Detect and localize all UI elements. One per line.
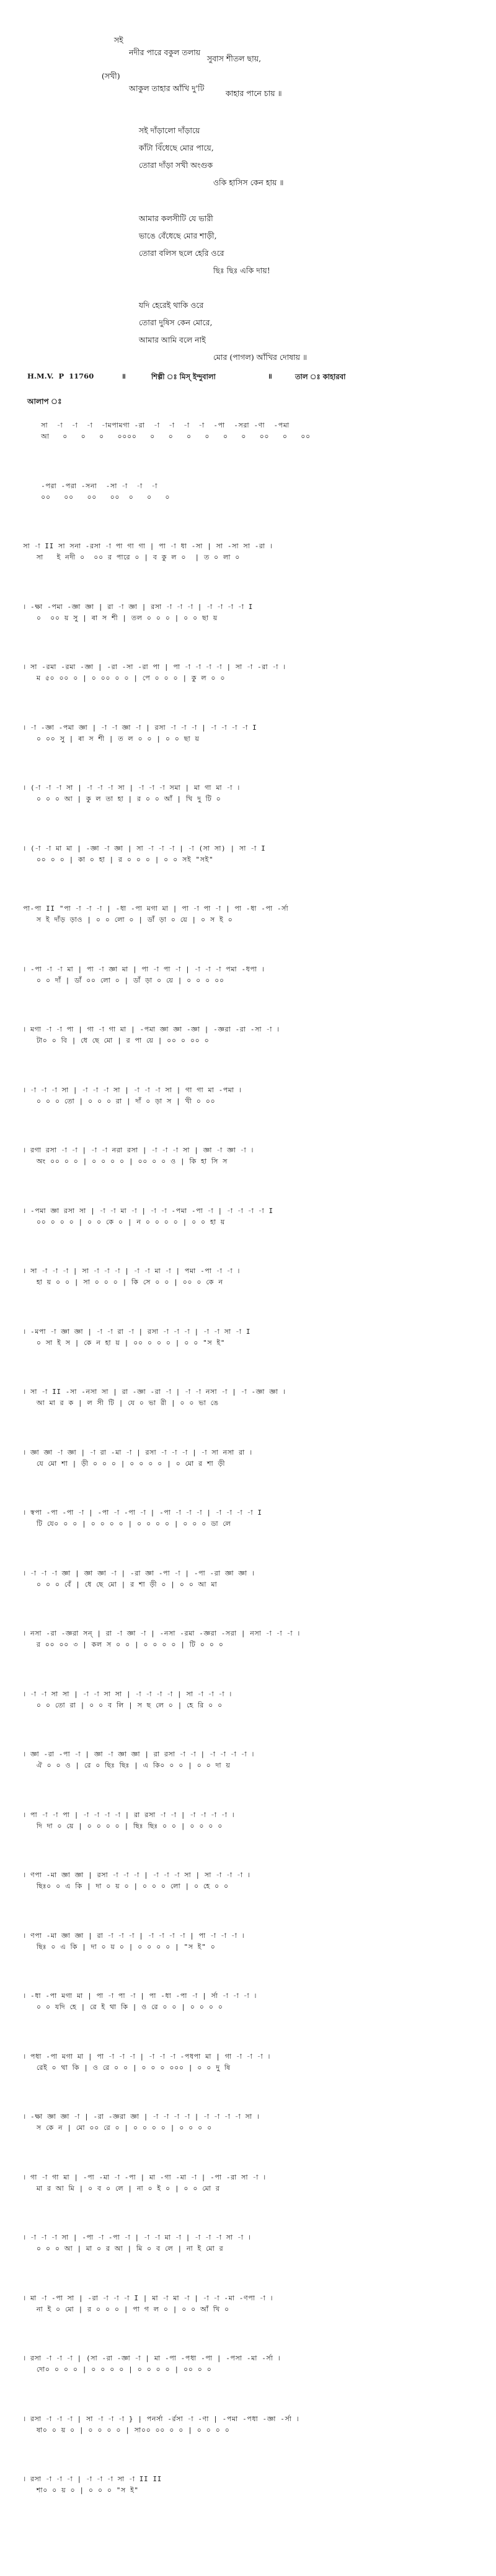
syllable-row: ছিঃ ০ এ কি | দা ০ য় ০ | ০ ০ ০ ০ | "স ই" ০ [19, 1942, 216, 1951]
syllable-row: ০০ ০০ ০০ ০০ ০ ০ ০ [19, 493, 170, 501]
swara-row: । -া -া -া জ্ঞা | জ্ঞা জ্ঞা -া | -রা জ্ঞা -পা -া | -পা -রা জ্ঞা জ্ঞা । [19, 1569, 255, 1577]
notation-line [19, 1506, 477, 1554]
syllable-row: টা০ ০ বি | ধে ছে মো | র পা য়ে | ০০ ০ ০০ ০ [19, 1036, 210, 1045]
lyric-text: তোরা দাঁড়া সখী অংগুক [138, 160, 213, 170]
syllable-row: সা ই নদী ০ ০০ র পারে ০ | ব কু ল ০ | ত ০ লা ০ [19, 553, 240, 561]
notation-line [19, 2352, 477, 2400]
swara-row: সা -া -া -া -ামপামগা -রা -া -া -া -া -পা -সরা -ণা -পমা [19, 421, 290, 429]
lyric-text: সুবাস শীতল ছায়, [206, 54, 262, 63]
tala-name: তাল ঃ কাহারবা [295, 372, 346, 381]
syllable-row: ছিঃ০ ০ এ কি | দা ০ য় ০ | ০ ০ ০ লো | ০ হে ০ ০ [19, 1882, 229, 1890]
swara-row: । ণপা -মা জ্ঞা জ্ঞা | রা -া -া -া | -া -া -া -া | পা -া -া -া । [19, 1931, 245, 1940]
swara-row: । জ্ঞা -রা -পা -া | জ্ঞা -া জ্ঞা জ্ঞা | রা রসা -া -া | -া -া -া -া । [19, 1750, 255, 1758]
notation-line [19, 1264, 477, 1313]
swara-row: । রসা -া -া -া | (সা -রা -জ্ঞা -া | মা -পা -পধা -পা | -পসা -মা -র্সা । [19, 2354, 281, 2362]
lyric-text: আমার কলসীটি যে ভারী [138, 214, 213, 223]
notation-line [19, 1567, 477, 1615]
lyric-text: নদীর পারে বকুল তলায় [129, 48, 201, 57]
notation-line [19, 1688, 477, 1736]
notation-line [19, 963, 477, 1011]
syllable-row: ০০ ০ ০ ০ | ০ ০ কে ০ | ন ০ ০ ০ ০ | ০ ০ হা য় [19, 1217, 225, 1226]
notation-line [19, 2050, 477, 2098]
swara-row: । -ক্ষা জ্ঞা জ্ঞা -া | -রা -জ্ঞরা জ্ঞা | -া -া -া -া | -া -া -া -া সা । [19, 2113, 260, 2121]
separator: ॥ [122, 372, 126, 380]
swara-row: । -ক্ষা -পমা -জ্ঞা জ্ঞা | রা -া জ্ঞা | রসা -া -া -া | -া -া -া -া I [19, 602, 253, 611]
syllable-row: ০ ০ ০ তো | ০ ০ ০ রা | দাঁ ০ ড়া স | খী ০ ০০ [19, 1097, 216, 1105]
notation-line [19, 2412, 477, 2461]
syllable-row: ০০ ০ ০ | কা ০ হা | র ০ ০ ০ | ০ ০ সই "সই" [19, 855, 214, 864]
lyric-text: আকুল তাহার আঁখি দু'টি [129, 84, 205, 93]
notation-line [19, 2171, 477, 2219]
lyric-line [198, 343, 307, 374]
syllable-row: যে মো শা | ড়ী ০ ০ ০ | ০ ০ ০ ০ | ০ মো র শা ড়ী [19, 1459, 226, 1468]
lyric-line [99, 26, 201, 66]
lyric-text: তোরা দুষিস কেন মোরে, [138, 318, 213, 327]
syllable-row: দি দা ০ য়ে | ০ ০ ০ ০ | ছিঃ ছিঃ ০ ০ | ০ ০ ০ ০ [19, 1821, 223, 1830]
lyric-text: তোরা বলিস ছলে হেরি ওরে [138, 248, 224, 258]
lyric-text: ওকি হাসিস কেন হায় ॥ [213, 178, 284, 187]
syllable-row: মা র আ মি | ০ ব ০ লে | না ০ ই ০ | ০ ০ মো র [19, 2184, 220, 2193]
lyric-text: সই দাঁড়ালো দাঁড়ায়ে [138, 126, 200, 135]
notation-line [19, 2110, 477, 2158]
swara-row: । পা -া -া পা | -া -া -া -া | রা রসা -া -া | -া -া -া -া । [19, 1810, 235, 1819]
lyric-text: কাঁটা বিঁধেছে মোর পায়ে, [138, 143, 214, 152]
swara-row: । পধা -পা মগা মা | পা -া -া -া | -া -া -া -পধপা মা | গা -া -া -া । [19, 2052, 271, 2061]
swara-row: । -পা -া -া মা | পা -া জ্ঞা মা | পা -া পা -া | -া -া -া পমা -ধপা । [19, 965, 265, 973]
syllable-row: আ ০ ০ ০ ০০০০ ০ ০ ০ ০ ০ ০ ০০ ০ ০০ [19, 432, 311, 440]
lyric-prefix: সই [113, 35, 123, 45]
notation-line [19, 1989, 477, 2038]
notation-line [19, 1385, 477, 1434]
lyric-line [192, 45, 261, 76]
lyric-text: ভাঙে বেঁধেছে মোর শাড়ী, [138, 231, 217, 240]
notation-line [19, 2473, 477, 2521]
swara-row: । মগা -া -া পা | গা -া গা মা | -পমা জ্ঞা জ্ঞা -জ্ঞা | -জ্ঞরা -রা -সা -া । [19, 1025, 280, 1033]
notation-line [19, 902, 477, 950]
swara-row: । -া -া সা সা | -া -া সা সা | -া -া -া -া | সা -া -া -া । [19, 1689, 232, 1698]
notation-line [19, 842, 477, 890]
swara-row: । -মপা -া জ্ঞা জ্ঞা | -া -া রা -া | রসা -া -া -া | -া -া সা -া I [19, 1327, 251, 1336]
syllable-row: হা য় ০ ০ | সা ০ ০ ০ | কি সে ০ ০ | ০০ ০ কে ন [19, 1278, 223, 1286]
lyric-text: আমার আমি বলে নাই [138, 335, 206, 344]
lyric-text: যদি হেরেই থাকি ওরে [138, 300, 204, 310]
notation-line [19, 1627, 477, 1675]
swara-row: । -া -া -া সা | -পা -া -পা -া | -া -া মা -া | -া -া -া সা -া । [19, 2233, 251, 2241]
swara-row: । রগা রসা -া -া | -া -া নরা রসা | -া -া -া সা | জ্ঞা -া জ্ঞা -া । [19, 1146, 254, 1154]
syllable-row: ম ৫০ ০০ ০ | ০ ০০ ০ ০ | পে ০ ০ ০ | কু ল ০ ০ [19, 674, 226, 682]
swara-row: । (-া -া -া সা | -া -া -া সা | -া -া -া সমা | মা গা মা -া । [19, 784, 240, 792]
swara-row: পা-পা II "পা -া -া -া | -ধা -পা মগা মা | পা -া পা -া | পা -ধা -পা -র্সা [19, 905, 289, 913]
lyric-text: ছিঃ ছিঃ একি দায়! [213, 266, 270, 275]
notation-line [19, 1023, 477, 1071]
swara-row: । সা -া -া -া | সা -া -া -া | -া -া মা -া | পমা -পা -া -া । [19, 1267, 241, 1275]
swara-row: । -ধা -পা মগা মা | পা -া পা -া | পা -ধা -পা -া | র্সা -া -া -া । [19, 1992, 257, 2000]
syllable-row: ০ ০ ০ আ | কু ল তা হা | র ০ ০ আঁ | খি দু টি ০ [19, 795, 221, 803]
swara-row: । জ্ঞা জ্ঞা -া জ্ঞা | -া রা -মা -া | রসা -া -া -া | -া সা নসা রা । [19, 1448, 252, 1457]
alap-label: আলাপ ঃ [27, 397, 62, 406]
swara-row: । সা -া II -সা -নসা সা | রা -জ্ঞা -রা -া | -া -া নসা -া | -া -জ্ঞা জ্ঞা । [19, 1388, 286, 1396]
notation-line [19, 1868, 477, 1917]
notation-line [19, 419, 477, 467]
swara-row: । গা -া গা মা | -পা -মা -া -পা | মা -গা -মা -া | -পা -রা সা -া । [19, 2173, 266, 2181]
notation-line [19, 600, 477, 649]
syllable-row: র ০০ ০০ ৩ | কল স ০ ০ | ০ ০ ০ ০ | টি ০ ০ ০ [19, 1641, 224, 1649]
swara-row: । রসা -া -া -া | সা -া -া -া } | পনর্সা -র্রসা -া -ণা | -পমা -পধা -জ্ঞা -র্সা । [19, 2414, 299, 2423]
swara-row: সা -া II সা সনা -রসা -া পা গা গা | পা -া ধা -সা | সা -সা সা -রা । [19, 542, 273, 550]
syllable-row: ০ ০ তো রা | ০ ০ ব লি | স ছ লে ০ | হে রি ০ ০ [19, 1701, 223, 1709]
swara-row: । নসা -রা -জ্ঞরা সন্ | রা -া জ্ঞা -া | -নসা -রমা -জ্ঞরা -সরা | নসা -া -া -া । [19, 1629, 300, 1637]
syllable-row: স কে ন | মো ০০ রে ০ | ০ ০ ০ ০ | ০ ০ ০ ০ [19, 2124, 212, 2132]
swara-row: -পরা -পরা -সনা -সা -া -া -া [19, 481, 158, 490]
swara-row: । সা -রমা -রমা -জ্ঞা | -রা -সা -রা পা | পা -া -া -া -া | সা -া -রা -া । [19, 663, 286, 671]
syllable-row: ০ ০ যদি হে | রে ই থা কি | ও রে ০ ০ | ০ ০ ০ ০ [19, 2003, 223, 2011]
syllable-row: না ই ০ মো | র ০ ০ ০ | পা গ ল ০ | ০ ০ আঁ খি ০ [19, 2305, 229, 2313]
swara-row: । মা -া -পা সা | -রা -া -া -া I | মা -া মা -া | -া -া -মা -ণপা -া । [19, 2293, 273, 2302]
swara-row: । রসা -া -া -া | -া -া -া সা -া II II [19, 2475, 162, 2483]
notation-line [19, 1808, 477, 1857]
syllable-row: দো০ ০ ০ ০ | ০ ০ ০ ০ | ০ ০ ০ ০ | ০০ ০ ০ [19, 2365, 212, 2373]
lyric-line [87, 62, 205, 102]
syllable-row: রেই ০ থা কি | ও রে ০ ০ | ০ ০ ০ ০০০ | ০ ০ দু ষি [19, 2063, 231, 2072]
notation-line [19, 781, 477, 830]
notation-line [19, 1325, 477, 1373]
notation-line [19, 1748, 477, 1796]
lyric-line [124, 326, 206, 357]
notation-line [19, 2292, 477, 2340]
swara-row: । -পমা জ্ঞা রসা সা | -া -া মা -া | -া -া -পমা -পা -া | -া -া -া -া I [19, 1206, 273, 1215]
record-info [27, 372, 474, 383]
notation-line [19, 1144, 477, 1192]
notation-line [19, 540, 477, 588]
lyric-text: মোর (পাগল) আঁখির দোষায় ॥ [213, 353, 308, 362]
swara-row: । -া -জ্ঞা -পমা জ্ঞা | -া -া জ্ঞা -া | রসা -া -া -া | -া -া -া -া I [19, 723, 257, 732]
swara-row: । স্বপা -পা -পা -া | -পা -া -পা -া | -পা -া -া -া | -া -া -া -া I [19, 1509, 262, 1517]
syllable-row: ০ ০ ০ আ | মা ০ র আ | মি ০ ব লে | না ই মো র [19, 2245, 224, 2253]
swara-row: । (-া -া মা মা | -জ্ঞা -া জ্ঞা | সা -া -া -া | -া (সা সা) | সা -া I [19, 844, 266, 852]
notation-line [19, 1204, 477, 1253]
artist-name: শিল্পী ঃ মিস্ ইন্দুবালা [151, 372, 216, 381]
swara-row: । ণপা -মা জ্ঞা জ্ঞা | রসা -া -া -া | -া -া -া সা | সা -া -া -া । [19, 1871, 250, 1879]
lyric-line [198, 169, 283, 199]
separator: ॥ [268, 372, 272, 380]
notation-line [19, 660, 477, 709]
syllable-row: ঐ ০ ০ ও | রে ০ ছিঃ ছিঃ | এ কি০ ০ ০ | ০ ০ দা য় [19, 1761, 231, 1769]
lyric-text: কাহার পানে চায় ॥ [225, 89, 282, 98]
lyric-line [198, 256, 270, 287]
syllable-row: ০ ০০ য় সু | ৰা স শী | তল ০ ০ ০ | ০ ০ ছা য় [19, 613, 218, 622]
notation-line [19, 2231, 477, 2279]
syllable-row: ০ ০ ০ বেঁ | ধে ছে মো | র শা ড়ী ০ | ০ ০ আ মা [19, 1580, 218, 1588]
syllable-row: ০ ০ দাঁ | ডাঁ ০০ লো ০ | ডাঁ ড়া ০ য়ে | ০ ০ ০ ০০ [19, 976, 224, 984]
syllable-row: ০ সা ই স | কে ন হা য় | ০০ ০ ০ ০ | ০ ০ "স ই" [19, 1338, 226, 1347]
syllable-row: আ মা র ক | ল সী টি | যে ০ ভা রী | ০ ০ ভা ঙে [19, 1399, 219, 1407]
syllable-row: স ই দাঁড় ড়াও | ০ ০ লো ০ | ডাঁ ড়া ০ য়ে | ০ স ই ০ [19, 916, 233, 924]
notation-line [19, 1929, 477, 1978]
syllable-row: অং ০০ ০ ০ | ০ ০ ০ ০ | ০০ ০ ০ ও | কি হা সি স [19, 1157, 228, 1165]
swara-row: । -া -া -া সা | -া -া -া সা | -া -া -া সা | গা গা মা -পমা । [19, 1085, 242, 1094]
notation-line [19, 1446, 477, 1494]
notation-line [19, 721, 477, 769]
syllable-row: ষা০ ০ য় ০ | ০ ০ ০ ০ | সা০০ ০০ ০ ০ | ০ ০ ০ ০ [19, 2425, 230, 2434]
notation-line [19, 1084, 477, 1132]
notation-line [19, 480, 477, 528]
lyric-prefix: (সখী) [101, 71, 120, 81]
syllable-row: শা০ ০ য় ০ | ০ ০ ০ "স ই" [19, 2486, 139, 2494]
syllable-row: ০ ০০ সু | ৰা স শী | ত ল ০ ০ | ০ ০ ছা য় [19, 734, 200, 743]
syllable-row: টি যে০ ০ ০ | ০ ০ ০ ০ | ০ ০ ০ ০ | ০ ০ ০ ডা লে [19, 1520, 231, 1528]
record-number: H.M.V. P 11760 [27, 372, 94, 380]
lyric-line [211, 79, 282, 110]
